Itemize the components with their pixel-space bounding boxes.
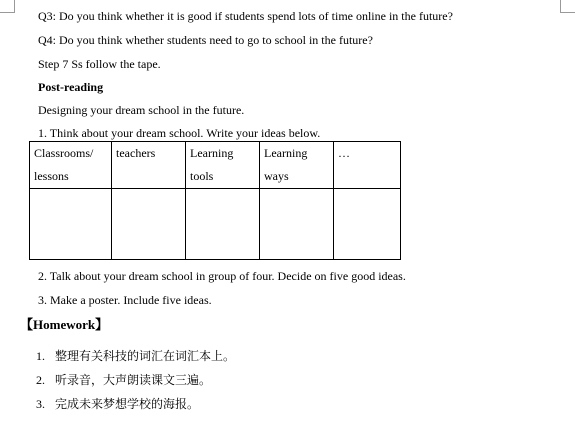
page-corner-mark-right (560, 0, 575, 13)
header-learning-tools (186, 142, 260, 189)
list-number: 1. (36, 349, 45, 363)
answer-cell[interactable] (186, 189, 260, 260)
header-teachers (112, 142, 186, 189)
question-q3: Q3: Do you think whether it is good if students spend lots of time online in the future? (38, 9, 453, 23)
list-number: 2. (36, 373, 45, 387)
homework-item-1 (36, 348, 235, 364)
header-line: Learning (264, 146, 308, 160)
homework-item-2 (36, 372, 211, 388)
header-classrooms-lessons (30, 142, 112, 189)
list-number: 3. (36, 397, 45, 411)
answer-cell[interactable] (112, 189, 186, 260)
task-3: 3. Make a poster. Include five ideas. (38, 293, 212, 307)
post-reading-heading: Post-reading (38, 80, 104, 94)
homework-item-3 (36, 396, 199, 412)
task-1: 1. Think about your dream school. Write your ideas below. (38, 126, 321, 140)
ideas-table (29, 141, 401, 260)
homework-heading: 【Homework】 (20, 317, 109, 332)
header-line: Classrooms/ (34, 146, 94, 160)
list-text: 完成未来梦想学校的海报。 (55, 397, 200, 411)
list-text: 听录音，大声朗读课文三遍。 (55, 373, 212, 387)
ideas-table-answer-row (30, 189, 401, 260)
page-corner-mark-left (0, 0, 15, 13)
post-reading-intro: Designing your dream school in the future. (38, 103, 245, 117)
question-q4: Q4: Do you think whether students need to go to school in the future? (38, 33, 373, 47)
task-2: 2. Talk about your dream school in group of four. Decide on five good ideas. (38, 269, 406, 283)
header-line: tools (190, 169, 214, 183)
answer-cell[interactable] (334, 189, 401, 260)
header-line: ways (264, 169, 289, 183)
header-ellipsis (334, 142, 401, 189)
answer-cell[interactable] (30, 189, 112, 260)
header-line: Learning (190, 146, 234, 160)
header-learning-ways (260, 142, 334, 189)
header-line: teachers (116, 146, 156, 160)
ideas-table-header-row (30, 142, 401, 189)
step-7: Step 7 Ss follow the tape. (38, 57, 161, 71)
header-line: lessons (34, 169, 69, 183)
header-line: … (338, 146, 350, 160)
answer-cell[interactable] (260, 189, 334, 260)
list-text: 整理有关科技的词汇在词汇本上。 (55, 349, 236, 363)
